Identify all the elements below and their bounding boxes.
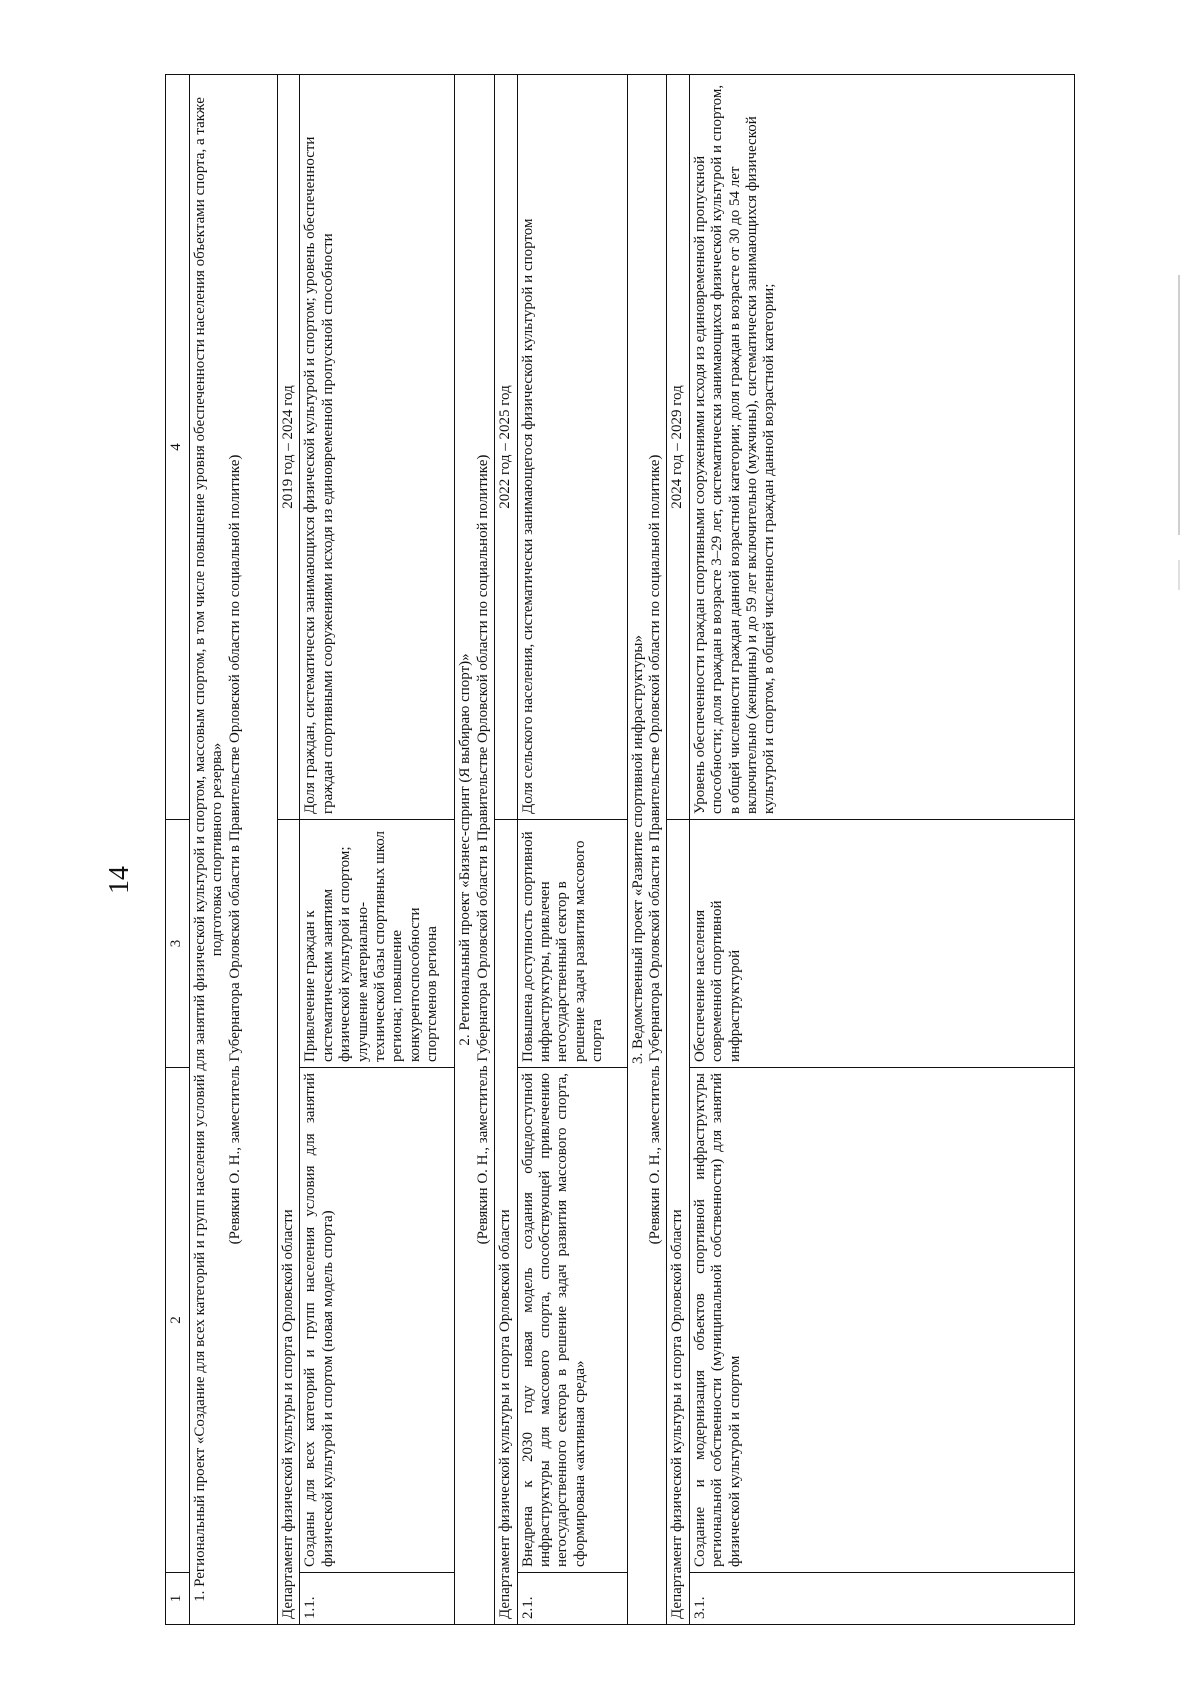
row-task: Внедрена к 2030 году новая модель создания общедоступной инфраструктуры для массового спорта, способствующей привлечению негосударственного сектора в решение задач развития массового спорта, сформирована «активная среда» <box>517 1068 627 1573</box>
scan-edge-line <box>1178 275 1180 535</box>
row-indicators: Уровень обеспеченности граждан спортивными сооружениями исходя из единовременной пропускной способности; доля граждан в возрасте 3–29 лет, систематически занимающихся физической культурой и спортом, в общей численности граждан данной возрастной категории; доля граждан в возрасте от 30 до 54 лет включительно (женщины) и до 59 лет включительно (мужчины), систематически занимающихся физической культурой и спортом, в общей численности граждан данной возрастной категории; <box>689 75 1074 820</box>
table-row <box>517 75 627 1625</box>
project-responsible-row <box>495 75 517 1625</box>
page-number: 14 <box>104 866 135 894</box>
project-responsible: Департамент физической культуры и спорта Орловской области <box>667 820 689 1625</box>
project-curator: (Ревякин О. Н., заместитель Губернатора Орловской области в Правительстве Орловской области по социальной политике) <box>474 454 491 1245</box>
project-curator: (Ревякин О. Н., заместитель Губернатора Орловской области в Правительстве Орловской области по социальной политике) <box>646 454 663 1245</box>
column-header: 1 <box>166 1573 190 1625</box>
projects-table <box>165 74 1075 1625</box>
project-title-row <box>190 75 278 1625</box>
project-responsible-row <box>278 75 300 1625</box>
column-header: 3 <box>166 820 190 1068</box>
project-title: 1. Региональный проект «Создание для всех категорий и групп населения условий для занятий физической культурой и спортом, массовым спортом, в том числе повышение уровня обеспеченности населения объектами спорта, а также подготовка спортивного резерва» <box>192 97 226 1602</box>
row-effect: Повышена доступность спортивной инфраструктуры, привлечен негосударственный сектор в решение задач развития массового спорта <box>517 820 627 1068</box>
project-title-row <box>455 75 495 1625</box>
table-row <box>300 75 455 1625</box>
row-task: Создание и модернизация объектов спортивной инфраструктуры региональной собственности (муниципальной собственности) для занятий физической культурой и спортом <box>689 1068 1074 1573</box>
project-responsible-row <box>667 75 689 1625</box>
table-row <box>689 75 1074 1625</box>
row-indicators: Доля сельского населения, систематически занимающегося физической культурой и спортом <box>517 75 627 820</box>
column-header: 2 <box>166 1068 190 1573</box>
row-task: Созданы для всех категорий и групп населения условия для занятий физической культурой и спортом (новая модель спорта) <box>300 1068 455 1573</box>
project-title-cell <box>455 75 495 1625</box>
row-number: 3.1. <box>689 1573 1074 1625</box>
row-number: 2.1. <box>517 1573 627 1625</box>
row-indicators: Доля граждан, систематически занимающихся физической культурой и спортом; уровень обеспеченности граждан спортивными сооружениями исходя из единовременной пропускной способности <box>300 75 455 820</box>
row-number: 1.1. <box>300 1573 455 1625</box>
column-header: 4 <box>166 75 190 820</box>
column-header-row <box>166 75 190 1625</box>
project-responsible: Департамент физической культуры и спорта Орловской области <box>495 820 517 1625</box>
project-curator: (Ревякин О. Н., заместитель Губернатора Орловской области в Правительстве Орловской области по социальной политике) <box>226 454 243 1245</box>
project-title: 3. Ведомственный проект «Развитие спортивной инфраструктуры» <box>629 635 646 1064</box>
document-table-rotated <box>165 75 1075 1625</box>
scan-edge-line <box>1178 560 1180 590</box>
project-title-cell <box>627 75 667 1625</box>
project-period: 2022 год – 2025 год <box>495 75 517 820</box>
project-period: 2024 год – 2029 год <box>667 75 689 820</box>
row-effect: Привлечение граждан к систематическим занятиям физической культурой и спортом; улучшение материально-технической базы спортивных школ региона; повышение конкурентоспособности спортсменов региона <box>300 820 455 1068</box>
project-title: 2. Региональный проект «Бизнес-спринт (Я выбираю спорт)» <box>457 653 474 1046</box>
project-title-row <box>627 75 667 1625</box>
project-title-cell <box>190 75 278 1625</box>
project-period: 2019 год – 2024 год <box>278 75 300 820</box>
project-responsible: Департамент физической культуры и спорта Орловской области <box>278 820 300 1625</box>
row-effect: Обеспечение населения современной спортивной инфраструктурой <box>689 820 1074 1068</box>
